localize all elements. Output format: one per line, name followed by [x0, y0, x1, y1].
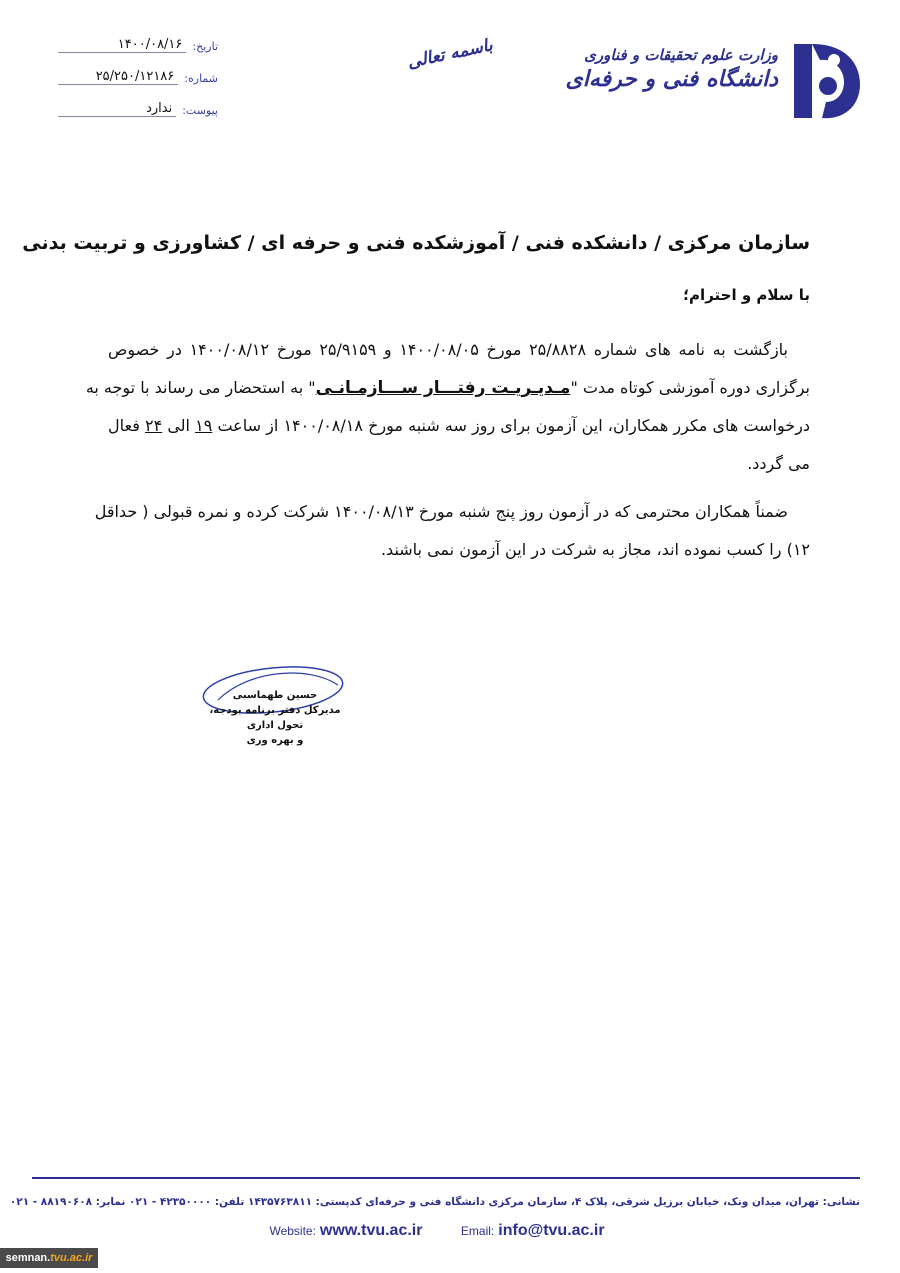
paragraph-line: ضمناً همکاران محترمی که در آزمون روز پنج شنبه مورخ ۱۴۰۰/۰۸/۱۳ شرکت کرده و نمره قبولی ( حداقل	[94, 502, 788, 521]
invocation-calligraphy: باسمه تعالی	[405, 35, 495, 73]
hour-from: ۱۹	[195, 416, 213, 435]
text-segment: الی	[167, 416, 190, 435]
greeting: با سلام و احترام؛	[683, 286, 810, 304]
site-watermark	[0, 1248, 98, 1268]
attachment-value: ندارد	[58, 102, 176, 117]
paragraph-line	[85, 376, 810, 414]
recipient-heading: سازمان مرکزی / دانشکده فنی / آموزشکده فنی و حرفه ای / کشاورزی و تربیت بدنی	[22, 232, 810, 254]
footer-contact	[0, 1222, 900, 1240]
website-label: Website:	[269, 1224, 316, 1238]
attachment-label: پیوست:	[182, 104, 218, 117]
paragraph-1	[85, 338, 811, 490]
paragraph-2	[94, 500, 810, 576]
text-segment: درخواست های مکرر همکاران، این آزمون برای روز سه شنبه مورخ ۱۴۰۰/۰۸/۱۸ از ساعت	[217, 416, 811, 435]
ministry-name: وزارت علوم تحقیقات و فناوری	[584, 46, 778, 64]
signatory-title-2: و بهره وری	[246, 735, 304, 746]
watermark-domain: tvu.ac.ir	[50, 1252, 93, 1264]
attachment-field	[58, 102, 218, 117]
logo-text	[565, 46, 778, 92]
date-value: ۱۴۰۰/۰۸/۱۶	[58, 38, 186, 53]
university-logo	[790, 40, 862, 122]
website-link[interactable]: www.tvu.ac.ir	[319, 1222, 423, 1239]
hour-to: ۲۴	[145, 416, 163, 435]
paragraph-line	[108, 414, 810, 452]
course-title: مـدیـریـت رفتـــار ســـازمـانـی	[315, 378, 571, 398]
number-value: ۲۵/۲۵۰/۱۲۱۸۶	[58, 70, 178, 85]
signatory-block	[200, 688, 350, 748]
email-label: Email:	[460, 1224, 495, 1238]
text-segment: " به استحضار می رساند با توجه به	[85, 378, 316, 397]
text-segment: فعال	[108, 416, 140, 435]
university-name: دانشگاه فنی و حرفه‌ای	[565, 66, 778, 92]
signatory-name: حسین طهماسبی	[232, 690, 318, 701]
date-field	[58, 38, 218, 53]
paragraph-line: ۱۲) را کسب نموده اند، مجاز به شرکت در این آزمون نمی باشند.	[380, 540, 810, 559]
footer-address: نشانی: تهران، میدان ونک، خیابان برزیل شرقی، پلاک ۴، سازمان مرکزی دانشگاه فنی و حرفه‌ای کدپستی: ۱۴۳۵۷۶۳۸۱۱ تلفن: ۴۲۳۵۰۰۰۰ - ۰۲۱ نمابر: ۸۸۱۹۰۶۰۸ - ۰۲۱	[9, 1196, 860, 1208]
paragraph-line: می گردد.	[747, 454, 810, 473]
signatory-title: مدیرکل دفتر برنامه بودجه، تحول اداری	[209, 705, 341, 731]
email-link[interactable]: info@tvu.ac.ir	[498, 1222, 605, 1239]
watermark-prefix: semnan.	[5, 1252, 51, 1264]
paragraph-line: بازگشت به نامه های شماره ۲۵/۸۸۲۸ مورخ ۱۴۰۰/۰۸/۰۵ و ۲۵/۹۱۵۹ مورخ ۱۴۰۰/۰۸/۱۲ در خصوص	[108, 340, 788, 359]
number-label: شماره:	[184, 72, 218, 85]
number-field	[58, 70, 218, 85]
footer-divider	[32, 1177, 860, 1179]
date-label: تاریخ:	[192, 40, 218, 53]
text-segment: برگزاری دوره آموزشی کوتاه مدت "	[570, 378, 810, 397]
